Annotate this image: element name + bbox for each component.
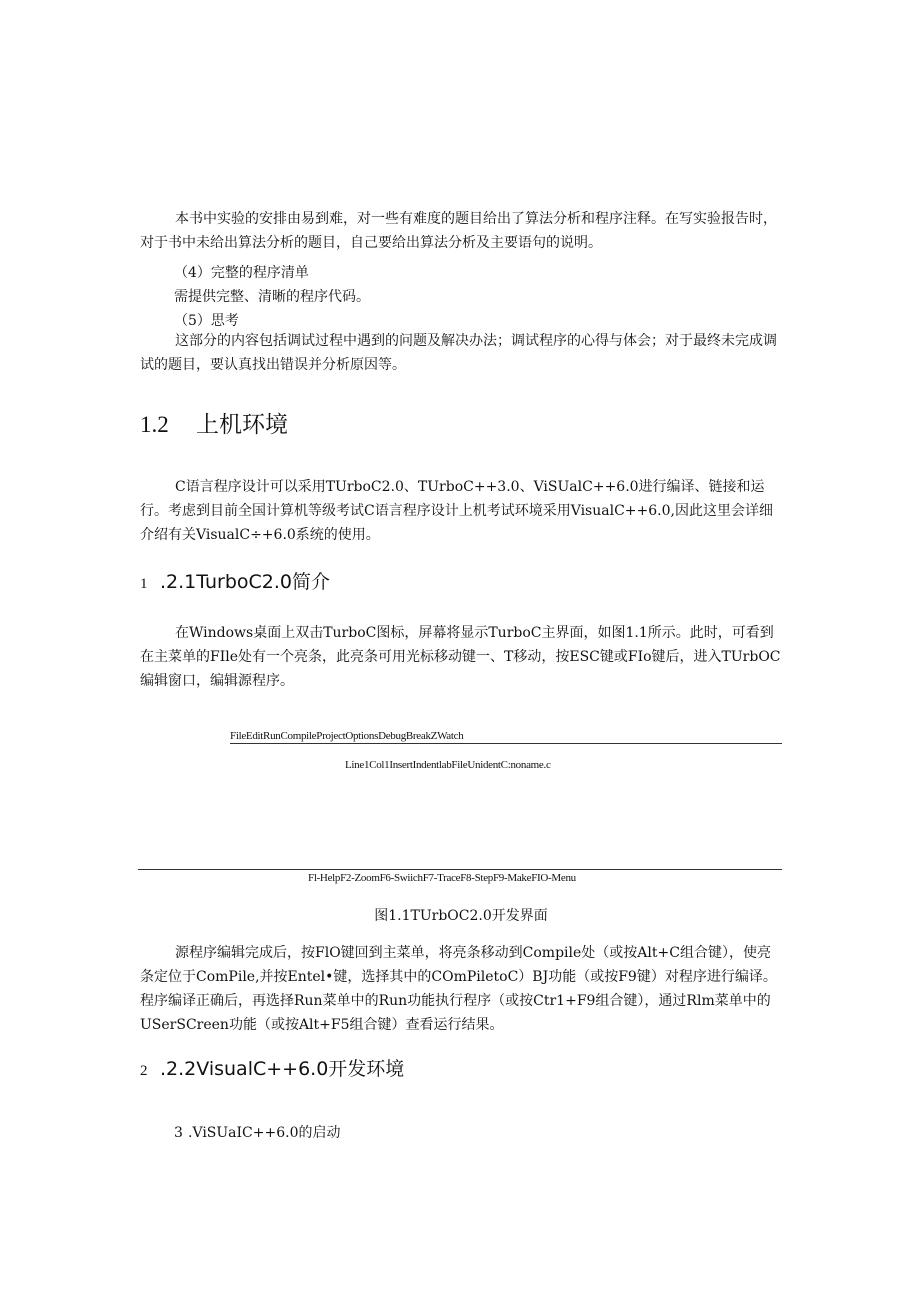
section-1-2-title: 上机环境 [196, 412, 288, 438]
item-4-heading: （4）完整的程序清单 [174, 265, 309, 281]
intro-paragraph: 本书中实验的安排由易到难，对一些有难度的题目给出了算法分析和程序注释。在写实验报告时，对于书中未给出算法分析的题目，自己要给出算法分析及主要语句的说明。 [140, 211, 777, 251]
section-1-2-1-heading [140, 569, 330, 597]
section-1-2-1-number: 1 [140, 576, 148, 592]
section-1-2-2-number: 2 [140, 1063, 148, 1079]
launch-number: 3 [174, 1125, 183, 1141]
section-1-2-heading [140, 410, 288, 440]
section-1-2-number: 1.2 [140, 412, 169, 437]
turboc-hotkey-line: Fl-HelpF2-ZoomF6-SwiichF7-TraceF8-StepF9-MakeFIO-Menu [308, 872, 576, 884]
launch-heading [174, 1123, 341, 1143]
figure-caption: 图1.1TUrbOC2.0开发界面 [374, 908, 548, 924]
section-1-2-2-heading [140, 1056, 404, 1084]
launch-title: .ViSUaIC++6.0的启动 [188, 1125, 341, 1141]
turboc-status-line: Line1Col1InsertIndentlabFileUnidentC:noname.c [345, 759, 551, 771]
section-1-2-body: C语言程序设计可以采用TUrboC2.0、TUrboC++3.0、ViSUalC++6.0进行编译、链接和运行。考虑到目前全国计算机等级考试C语言程序设计上机考试环境采用VisualC++6.0,因此这里会详细介绍有关VisualC÷+6.0系统的使用。 [140, 479, 773, 543]
item-4-description: 需提供完整、清晰的程序代码。 [174, 289, 370, 305]
menu-divider [230, 743, 782, 744]
section-1-2-1-body: 在Windows桌面上双击TurboC图标，屏幕将显示TurboC主界面，如图1.1所示。此时，可看到在主菜单的FIle处有一个亮条，此亮条可用光标移动键一、T移动，按ESC键或FIo键后，进入TUrbOC编辑窗口，编辑源程序。 [140, 625, 781, 689]
section-1-2-1-title: .2.1TurboC2.0简介 [160, 571, 330, 593]
section-1-2-2-title: .2.2VisualC++6.0开发环境 [160, 1058, 405, 1080]
item-5-description: 这部分的内容包括调试过程中遇到的问题及解决办法；调试程序的心得与体会；对于最终未完成调试的题目，要认真找出错误并分析原因等。 [140, 333, 777, 373]
hotkey-divider [138, 869, 782, 870]
turboc-menu-bar: FileEditRunCompileProjectOptionsDebugBreakZWatch [230, 730, 464, 742]
after-figure-paragraph: 源程序编辑完成后，按FlO键回到主菜单，将亮条移动到Compile处（或按Alt+C组合键），使亮条定位于ComPile,并按Entel•键，选择其中的COmPiletoC）BJ功能（或按F9键）对程序进行编译。程序编译正确后，再选择Run菜单中的Run功能执行程序（或按Ctr1+F9组合键），通过Rlm菜单中的USerSCreen功能（或按Alt+F5组合键）查看运行结果。 [140, 945, 777, 1033]
item-5-heading: （5）思考 [174, 313, 239, 329]
